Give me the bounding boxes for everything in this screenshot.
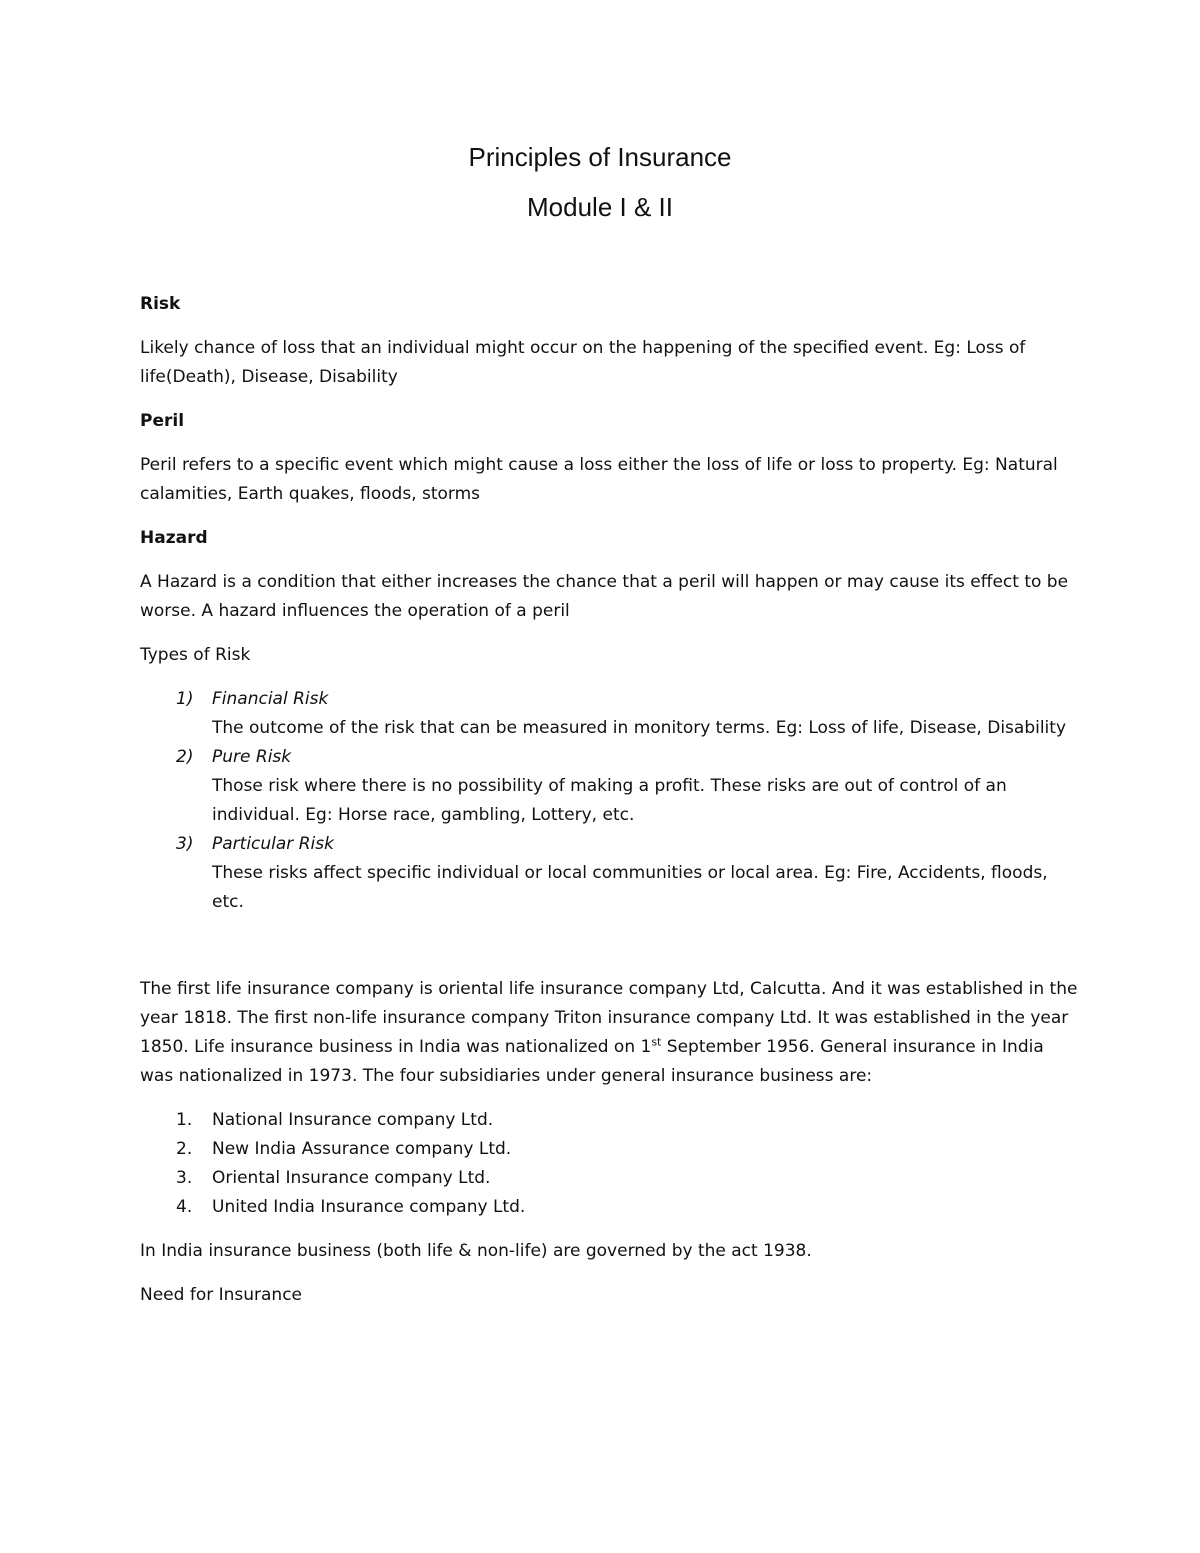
risk-type-name: Pure Risk — [212, 747, 292, 767]
list-number: 2) — [176, 747, 194, 767]
list-item — [140, 743, 1080, 830]
risk-type-name: Financial Risk — [212, 689, 329, 709]
risk-heading: Risk — [140, 294, 181, 314]
company-name: National Insurance company Ltd. — [212, 1110, 494, 1130]
risk-types-list — [140, 685, 1080, 917]
document-title: Principles of Insurance — [468, 142, 732, 172]
list-number: 2. — [176, 1139, 193, 1159]
list-number: 1. — [176, 1110, 193, 1130]
governance-paragraph: In India insurance business (both life & non-life) are governed by the act 1938. — [140, 1241, 812, 1261]
hazard-heading: Hazard — [140, 528, 208, 548]
list-item — [140, 1106, 1080, 1135]
spacer — [140, 917, 1080, 975]
risk-definition: Likely chance of loss that an individual might occur on the happening of the specified event. Eg: Loss of life(Death), Disease, Disability — [140, 338, 1026, 387]
list-item — [140, 830, 1080, 917]
list-item — [140, 1135, 1080, 1164]
list-item — [140, 685, 1080, 743]
risk-type-description: Those risk where there is no possibility of making a profit. These risks are out of control of an individual. Eg: Horse race, gambling, Lottery, etc. — [212, 776, 1007, 825]
company-name: New India Assurance company Ltd. — [212, 1139, 512, 1159]
risk-type-name: Particular Risk — [212, 834, 334, 854]
history-text-part2: September 1956. General insurance in India was nationalized in 1973. The four subsidiaries under general insurance business are: — [140, 1037, 1044, 1086]
ordinal-suffix: st — [651, 1035, 662, 1049]
need-for-insurance-heading: Need for Insurance — [140, 1285, 303, 1305]
peril-definition: Peril refers to a specific event which might cause a loss either the loss of life or loss to property. Eg: Natural calamities, Earth quakes, floods, storms — [140, 455, 1058, 504]
company-name: Oriental Insurance company Ltd. — [212, 1168, 491, 1188]
list-number: 1) — [176, 689, 194, 709]
list-item — [140, 1193, 1080, 1222]
list-item — [140, 1164, 1080, 1193]
risk-type-description: The outcome of the risk that can be measured in monitory terms. Eg: Loss of life, Disease, Disability — [212, 718, 1067, 738]
types-of-risk-heading: Types of Risk — [140, 645, 251, 665]
risk-type-description: These risks affect specific individual or local communities or local area. Eg: Fire, Accidents, floods, etc. — [212, 863, 1048, 912]
list-number: 3) — [176, 834, 194, 854]
company-name: United India Insurance company Ltd. — [212, 1197, 526, 1217]
list-number: 4. — [176, 1197, 193, 1217]
hazard-definition: A Hazard is a condition that either increases the chance that a peril will happen or may cause its effect to be worse. A hazard influences the operation of a peril — [140, 572, 1069, 621]
subsidiaries-list — [140, 1106, 1080, 1222]
document-body — [140, 290, 1080, 1325]
history-text-part1: The first life insurance company is oriental life insurance company Ltd, Calcutta. And it was established in the year 1818. The first non-life insurance company Triton insurance company Ltd. It was established in the year 1850. Life insurance business in India was nationalized on 1 — [140, 979, 1078, 1057]
history-paragraph — [140, 975, 1080, 1091]
list-number: 3. — [176, 1168, 193, 1188]
peril-heading: Peril — [140, 411, 185, 431]
document-subtitle: Module I & II — [527, 192, 673, 222]
